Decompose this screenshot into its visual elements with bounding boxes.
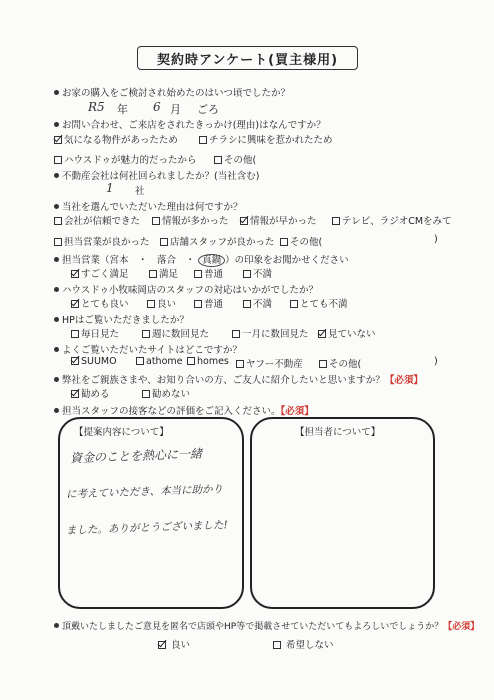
q2-option-1[interactable]: 気になる物件があったため bbox=[54, 132, 178, 146]
q8-paren-close: ) bbox=[434, 356, 438, 367]
checkbox-icon[interactable] bbox=[136, 357, 144, 365]
bullet-icon bbox=[54, 204, 59, 209]
checkbox-icon[interactable] bbox=[54, 217, 62, 225]
q9-option-1[interactable]: 勧める bbox=[71, 386, 110, 400]
handwriting-line-2: に考えていただき、本当に助かり bbox=[65, 483, 224, 501]
q4-paren-close: ) bbox=[434, 234, 438, 245]
q1-suffix: ごろ bbox=[197, 103, 219, 116]
checkbox-checked-icon[interactable] bbox=[318, 330, 326, 338]
checkbox-icon[interactable] bbox=[187, 357, 195, 365]
q1-year-value[interactable]: R5 bbox=[88, 100, 105, 114]
q4-option-3[interactable]: 情報が早かった bbox=[240, 213, 317, 227]
checkbox-icon[interactable] bbox=[194, 300, 202, 308]
checkbox-checked-icon[interactable] bbox=[158, 641, 166, 649]
q11-question: 頂戴いたしましたご意見を匿名で店頭やHP等で掲載させていただいてもよろしいでしょうか？【必須】 bbox=[54, 619, 479, 632]
q11-option-2[interactable]: 希望しない bbox=[273, 637, 334, 651]
bullet-icon bbox=[54, 90, 59, 95]
q5-option-3[interactable]: 普通 bbox=[194, 266, 223, 280]
checkbox-checked-icon[interactable] bbox=[71, 390, 79, 398]
q7-option-4[interactable]: 見ていない bbox=[318, 326, 376, 340]
checkbox-icon[interactable] bbox=[214, 156, 222, 164]
q7-option-1[interactable]: 毎日見た bbox=[71, 326, 119, 340]
q5-option-2[interactable]: 満足 bbox=[149, 266, 178, 280]
q4-option-4[interactable]: テレビ、ラジオCMをみて bbox=[332, 213, 452, 227]
checkbox-checked-icon[interactable] bbox=[54, 136, 62, 144]
q6-option-3[interactable]: 普通 bbox=[194, 296, 223, 310]
q4-option-5[interactable]: 担当営業が良かった bbox=[54, 234, 150, 248]
checkbox-icon[interactable] bbox=[142, 330, 150, 338]
handwriting-line-3: ました。ありがとうございました! bbox=[65, 519, 228, 537]
q8-option-2[interactable]: athome bbox=[136, 356, 182, 367]
checkbox-icon[interactable] bbox=[236, 360, 244, 368]
q2-option-4[interactable]: その他( bbox=[214, 152, 256, 166]
checkbox-icon[interactable] bbox=[243, 270, 251, 278]
bullet-icon bbox=[54, 287, 59, 292]
staff-comment-panel[interactable] bbox=[250, 417, 435, 609]
checkbox-icon[interactable] bbox=[54, 156, 62, 164]
q4-option-1[interactable]: 会社が信頼できた bbox=[54, 213, 140, 227]
q1-month-label: 月 bbox=[170, 103, 181, 116]
checkbox-icon[interactable] bbox=[54, 238, 62, 246]
q9-question: 弊社をご親族さまや、お知り合いの方、ご友人に紹介したいと思いますか？【必須】 bbox=[54, 372, 423, 386]
q7-question: HPはご覧いただきましたか？ bbox=[54, 312, 189, 326]
q6-option-5[interactable]: とても不満 bbox=[290, 296, 348, 310]
checkbox-icon[interactable] bbox=[332, 217, 340, 225]
q6-option-4[interactable]: 不満 bbox=[243, 296, 272, 310]
bullet-icon bbox=[54, 377, 59, 382]
checkbox-checked-icon[interactable] bbox=[71, 300, 79, 308]
checkbox-icon[interactable] bbox=[149, 270, 157, 278]
checkbox-icon[interactable] bbox=[199, 136, 207, 144]
checkbox-icon[interactable] bbox=[280, 238, 288, 246]
page-title: 契約時アンケート(買主様用) bbox=[137, 46, 358, 70]
bullet-icon bbox=[54, 347, 59, 352]
q8-option-5[interactable]: その他( bbox=[319, 356, 361, 370]
checkbox-icon[interactable] bbox=[273, 641, 281, 649]
checkbox-icon[interactable] bbox=[194, 270, 202, 278]
q3-count-label: 社 bbox=[135, 186, 145, 197]
checkbox-icon[interactable] bbox=[160, 238, 168, 246]
checkbox-checked-icon[interactable] bbox=[71, 357, 79, 365]
q5-circled-name[interactable]: 真鍋 bbox=[198, 254, 225, 267]
q4-option-6[interactable]: 店舗スタッフが良かった bbox=[160, 234, 275, 248]
q7-option-3[interactable]: 一月に数回見た bbox=[232, 326, 309, 340]
q7-option-2[interactable]: 週に数回見た bbox=[142, 326, 209, 340]
q5-question: 担当営業（宮本 ・ 落合 ・ 真鍋 ）の印象をお聞かせください bbox=[54, 252, 349, 266]
checkbox-icon[interactable] bbox=[290, 300, 298, 308]
q11-option-1[interactable]: 良い bbox=[158, 637, 190, 651]
q2-question: お問い合わせ、ご来店をされたきっかけ(理由)はなんですか？ bbox=[54, 117, 326, 131]
checkbox-checked-icon[interactable] bbox=[240, 217, 248, 225]
bullet-icon bbox=[54, 623, 59, 628]
staff-panel-label: 【担当者について】 bbox=[295, 427, 381, 438]
q5-option-1[interactable]: すごく満足 bbox=[71, 266, 129, 280]
q8-option-4[interactable]: ヤフー不動産 bbox=[236, 356, 303, 370]
q4-option-2[interactable]: 情報が多かった bbox=[152, 213, 229, 227]
checkbox-icon[interactable] bbox=[232, 330, 240, 338]
q8-option-3[interactable]: homes bbox=[187, 356, 229, 367]
checkbox-icon[interactable] bbox=[142, 390, 150, 398]
q5-option-4[interactable]: 不満 bbox=[243, 266, 272, 280]
q1-year-label: 年 bbox=[117, 103, 128, 116]
q4-option-7[interactable]: その他( bbox=[280, 234, 322, 248]
q3-question: 不動産会社は何社回られましたか？(当社含む) bbox=[54, 168, 259, 182]
bullet-icon bbox=[54, 408, 59, 413]
bullet-icon bbox=[54, 317, 59, 322]
q9-option-2[interactable]: 勧めない bbox=[142, 386, 190, 400]
q6-option-2[interactable]: 良い bbox=[147, 296, 176, 310]
checkbox-icon[interactable] bbox=[71, 330, 79, 338]
q4-question: 当社を選んでいただいた理由は何ですか？ bbox=[54, 199, 243, 213]
q1-question: お家の購入をご検討され始めたのはいつ頃でしたか？ bbox=[54, 85, 290, 99]
proposal-panel-label: 【提案内容について】 bbox=[74, 427, 169, 438]
checkbox-icon[interactable] bbox=[243, 300, 251, 308]
handwriting-line-1: 資金のことを熱心に一緒 bbox=[69, 446, 203, 466]
q2-option-2[interactable]: チラシに興味を惹かれたため bbox=[199, 132, 333, 146]
q6-question: ハウスドゥ小牧味岡店のスタッフの対応はいかがでしたか？ bbox=[54, 282, 318, 296]
q2-option-3[interactable]: ハウスドゥが魅力的だったから bbox=[54, 152, 196, 166]
q8-question: よくご覧いただいたサイトはどこですか？ bbox=[54, 342, 242, 356]
bullet-icon bbox=[54, 122, 59, 127]
checkbox-icon[interactable] bbox=[319, 360, 327, 368]
q8-option-1[interactable]: SUUMO bbox=[71, 356, 117, 367]
bullet-icon bbox=[54, 257, 59, 262]
bullet-icon bbox=[54, 173, 59, 178]
q6-option-1[interactable]: とても良い bbox=[71, 296, 129, 310]
q10-question: 担当スタッフの接客などの評価をご記入ください。【必須】 bbox=[54, 403, 314, 417]
checkbox-icon[interactable] bbox=[152, 217, 160, 225]
q1-month-value[interactable]: 6 bbox=[153, 100, 161, 114]
checkbox-checked-icon[interactable] bbox=[71, 270, 79, 278]
q3-count-value[interactable]: 1 bbox=[106, 181, 114, 195]
checkbox-icon[interactable] bbox=[147, 300, 155, 308]
